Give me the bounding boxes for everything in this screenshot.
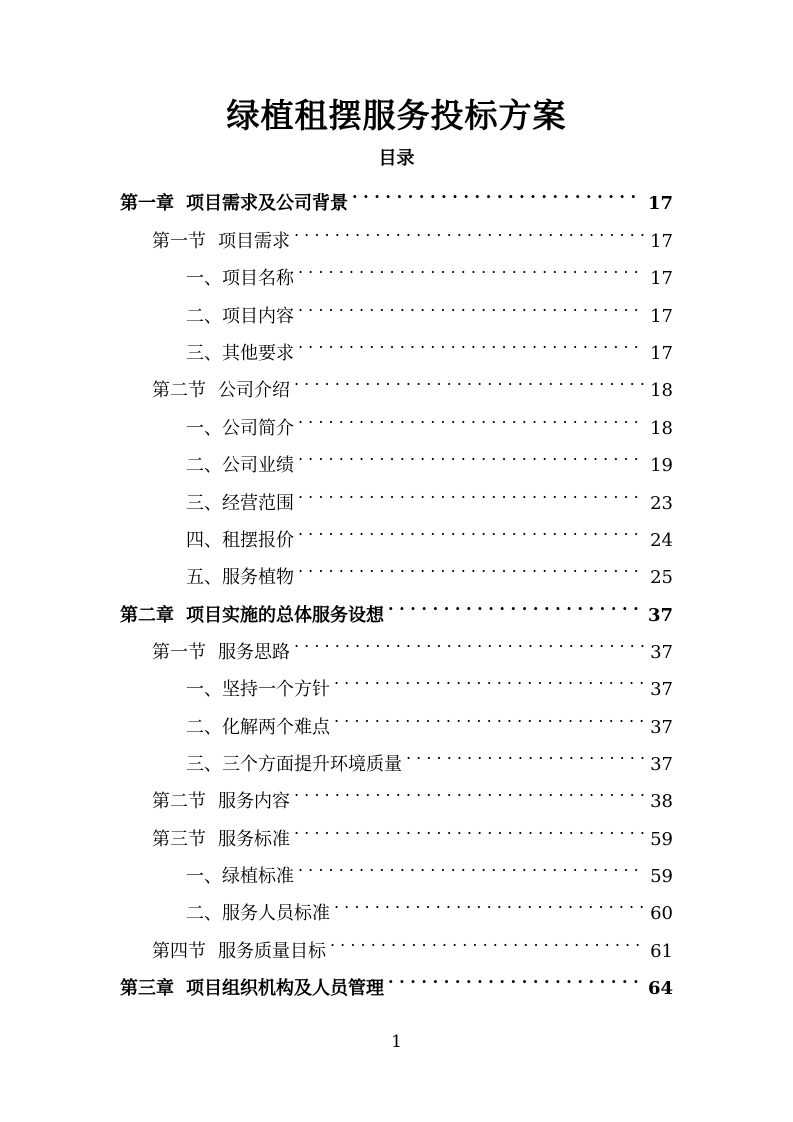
toc-entry[interactable] [186, 439, 673, 476]
toc-entry-text: 化解两个难点 [222, 717, 330, 738]
toc-entry-page: 38 [650, 791, 673, 812]
toc-entry[interactable] [120, 589, 673, 626]
toc-entry[interactable] [152, 775, 673, 812]
toc-entry-number: 第三章 [120, 978, 174, 999]
toc-entry-page: 61 [650, 941, 673, 962]
toc-entry-number: 第一节 [152, 642, 206, 663]
toc-leader-dots [334, 701, 644, 733]
toc-leader-dots [298, 439, 644, 471]
toc-entry[interactable] [186, 252, 673, 289]
toc-leader-dots [298, 327, 644, 359]
toc-entry[interactable] [152, 813, 673, 850]
toc-leader-dots [406, 738, 644, 770]
toc-entry[interactable] [120, 962, 673, 999]
toc-leader-dots [298, 477, 644, 509]
toc-entry-text: 三个方面提升环境质量 [222, 754, 402, 775]
toc-entry-number: 一、 [186, 268, 222, 289]
toc-entry-text: 公司业绩 [222, 455, 294, 476]
toc-leader-dots [294, 626, 644, 658]
toc-entry-text: 项目名称 [222, 268, 294, 289]
toc-entry-number: 三、 [186, 343, 222, 364]
toc-entry-text: 项目组织机构及人员管理 [186, 978, 384, 999]
toc-entry[interactable] [152, 925, 673, 962]
toc-entry-page: 23 [650, 493, 673, 514]
toc-entry-number: 二、 [186, 717, 222, 738]
toc-leader-dots [294, 775, 644, 807]
toc-leader-dots [298, 850, 644, 882]
toc-leader-dots [298, 514, 644, 546]
document-title: 绿植租摆服务投标方案 [226, 96, 567, 135]
toc-entry-text: 其他要求 [222, 343, 294, 364]
toc-entry[interactable] [186, 663, 673, 700]
toc-entry-page: 59 [650, 866, 673, 887]
toc-entry[interactable] [186, 290, 673, 327]
toc-entry-number: 一、 [186, 866, 222, 887]
toc-leader-dots [334, 887, 644, 919]
toc-entry-number: 第一章 [120, 193, 174, 214]
toc-entry-number: 第二章 [120, 605, 174, 626]
toc-entry[interactable] [186, 327, 673, 364]
toc-entry[interactable] [186, 850, 673, 887]
toc-entry[interactable] [186, 551, 673, 588]
toc-entry-number: 二、 [186, 455, 222, 476]
toc-entry[interactable] [186, 477, 673, 514]
toc-entry-page: 17 [647, 193, 673, 214]
toc-entry-page: 17 [650, 306, 673, 327]
toc-entry[interactable] [186, 402, 673, 439]
toc-entry-page: 25 [650, 567, 673, 588]
toc-entry-page: 24 [650, 530, 673, 551]
toc-entry-page: 37 [650, 642, 673, 663]
toc-entry-page: 17 [650, 268, 673, 289]
toc-entry-page: 18 [650, 380, 673, 401]
toc-entry-text: 服务思路 [218, 642, 290, 663]
toc-entry[interactable] [186, 514, 673, 551]
toc-entry-text: 项目实施的总体服务设想 [186, 605, 384, 626]
toc-entry[interactable] [152, 626, 673, 663]
toc-entry-text: 服务内容 [218, 791, 290, 812]
toc-leader-dots [388, 589, 642, 621]
toc-entry-text: 经营范围 [222, 493, 294, 514]
toc-entry-page: 37 [650, 754, 673, 775]
toc-entry-number: 第一节 [152, 231, 206, 252]
toc-entry-number: 第二节 [152, 380, 206, 401]
toc-entry[interactable] [186, 738, 673, 775]
toc-entry-text: 项目需求 [218, 231, 290, 252]
toc-entry-text: 坚持一个方针 [222, 679, 330, 700]
toc-entry-text: 服务标准 [218, 829, 290, 850]
toc-entry-number: 五、 [186, 567, 222, 588]
toc-entry-page: 59 [650, 829, 673, 850]
toc-entry-text: 租摆报价 [222, 530, 294, 551]
toc-entry-page: 37 [647, 605, 673, 626]
toc-entry[interactable] [152, 215, 673, 252]
toc-entry-text: 绿植标准 [222, 866, 294, 887]
page-number: 1 [391, 1032, 402, 1052]
toc-entry-text: 服务人员标准 [222, 903, 330, 924]
toc-entry-page: 37 [650, 717, 673, 738]
toc-leader-dots [298, 290, 644, 322]
toc-leader-dots [298, 252, 644, 284]
toc-entry-number: 第四节 [152, 941, 206, 962]
toc-entry-number: 第三节 [152, 829, 206, 850]
toc-entry-number: 三、 [186, 754, 222, 775]
toc-leader-dots [294, 215, 644, 247]
toc-entry-page: 60 [650, 903, 673, 924]
toc-entry-text: 服务质量目标 [218, 941, 326, 962]
toc-heading: 目录 [378, 148, 415, 169]
toc-leader-dots [298, 402, 644, 434]
toc-entry-text: 公司简介 [222, 418, 294, 439]
toc-entry-page: 17 [650, 343, 673, 364]
toc-leader-dots [330, 925, 644, 957]
toc-entry-number: 一、 [186, 418, 222, 439]
toc-entry-text: 项目需求及公司背景 [186, 193, 348, 214]
toc-entry-number: 三、 [186, 493, 222, 514]
toc-entry-number: 一、 [186, 679, 222, 700]
toc-entry[interactable] [120, 177, 673, 214]
toc-entry-page: 37 [650, 679, 673, 700]
toc-leader-dots [334, 663, 644, 695]
toc-leader-dots [388, 962, 642, 994]
toc-entry-page: 17 [650, 231, 673, 252]
toc-entry[interactable] [186, 701, 673, 738]
toc-leader-dots [294, 813, 644, 845]
toc-leader-dots [352, 177, 642, 209]
toc-entry-text: 公司介绍 [218, 380, 290, 401]
toc-entry-page: 19 [650, 455, 673, 476]
toc-leader-dots [294, 364, 644, 396]
toc-entry-number: 四、 [186, 530, 222, 551]
toc-entry[interactable] [152, 364, 673, 401]
toc-entry-text: 服务植物 [222, 567, 294, 588]
toc-entry-text: 项目内容 [222, 306, 294, 327]
toc-entry-page: 18 [650, 418, 673, 439]
toc-entry[interactable] [186, 887, 673, 924]
toc-leader-dots [298, 551, 644, 583]
toc-entry-page: 64 [647, 978, 673, 999]
toc-entry-number: 二、 [186, 306, 222, 327]
toc-entry-number: 第二节 [152, 791, 206, 812]
toc-entry-number: 二、 [186, 903, 222, 924]
